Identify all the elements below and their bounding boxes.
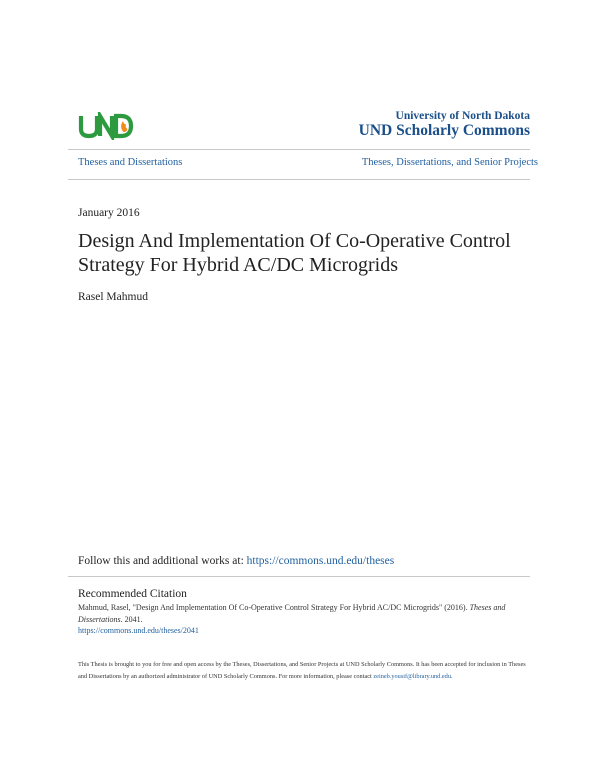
notice-end: . (450, 672, 453, 680)
notice-text: This Thesis is brought to you for free and open access by the Theses, Dissertations, and Senior Projects at UND Scholarly Commons. It has been accepted for inclusion in Theses and Dissertations by an authorized administrator of UND Scholarly Commons. For more information, please contact (78, 661, 526, 680)
university-name[interactable]: University of North Dakota (395, 110, 530, 122)
document-title: Design And Implementation Of Co-Operative Control Strategy For Hybrid AC/DC Microgrids (78, 230, 511, 276)
nav-divider (68, 179, 530, 180)
publication-date: January 2016 (78, 207, 140, 219)
header-divider (68, 149, 530, 150)
citation-text: Mahmud, Rasel, "Design And Implementation Of Co-Operative Control Strategy For Hybrid AC/DC Microgrids" (2016). (78, 603, 470, 612)
citation-url-link[interactable]: https://commons.und.edu/theses/2041 (78, 626, 199, 635)
citation-block (78, 602, 528, 637)
author-name: Rasel Mahmud (78, 291, 148, 303)
citation-journal: Theses and Dissertations (78, 603, 506, 624)
follow-prefix: Follow this and additional works at: (78, 555, 247, 567)
und-logo-graphic (78, 112, 138, 140)
contact-email-link[interactable]: zeineb.yousif@library.und.edu (373, 672, 451, 680)
citation-divider (68, 576, 530, 577)
follow-line (78, 555, 394, 567)
nav-theses-and-dissertations-link[interactable]: Theses and Dissertations (78, 157, 183, 168)
follow-url-link[interactable]: https://commons.und.edu/theses (246, 555, 395, 567)
citation-suffix: . 2041. (120, 614, 143, 624)
scholarly-commons-name[interactable]: UND Scholarly Commons (358, 122, 530, 139)
nav-theses-dissertations-senior-projects-link[interactable]: Theses, Dissertations, and Senior Projects (361, 157, 538, 168)
access-notice (78, 659, 528, 682)
und-logo[interactable] (78, 112, 138, 140)
recommended-citation-heading: Recommended Citation (78, 588, 187, 600)
